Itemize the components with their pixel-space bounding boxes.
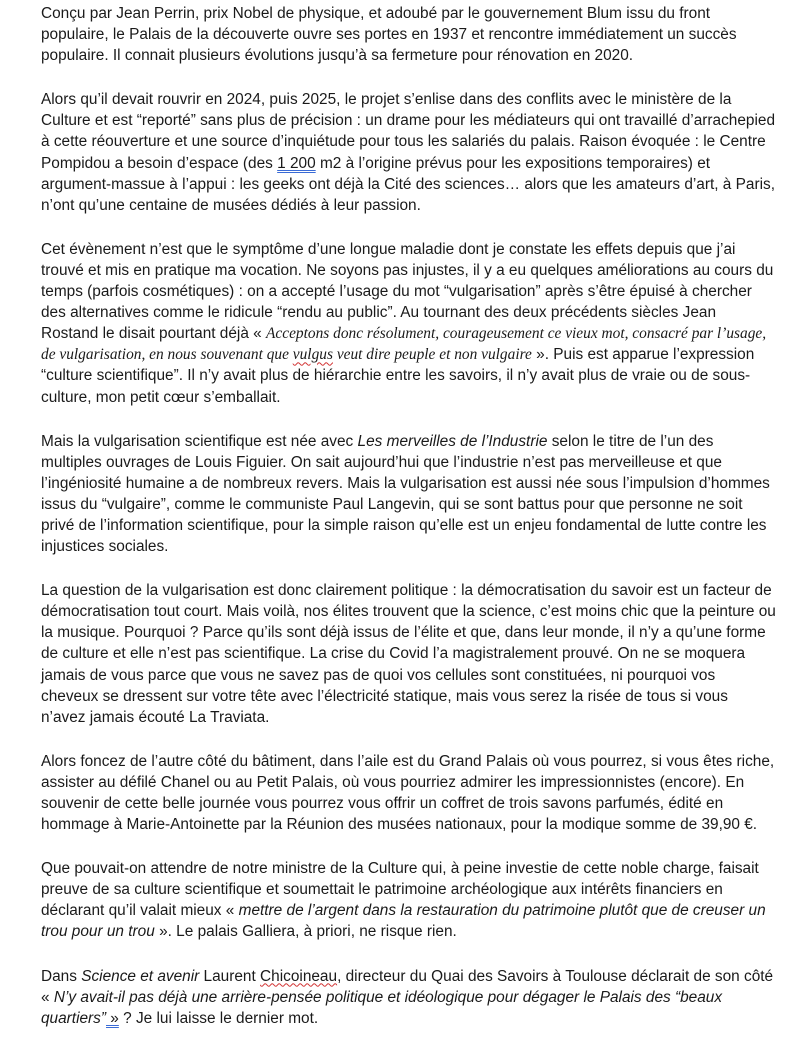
paragraph-2-text-c: m2 à l’origine prévus pour les expositions temporaires) et argument-massue à l’appui : les geeks ont déjà la Cité des sciences… alors que les amateurs d’art, à Paris, n’ont qu’une centaine de musées dédiés à leur passion. <box>41 154 775 214</box>
grammar-flag-closing-quote[interactable]: » <box>106 1009 119 1027</box>
paragraph-8-text-c: Laurent <box>199 967 261 985</box>
magazine-title: Science et avenir <box>81 967 200 985</box>
paragraph-8-text-a: Dans <box>41 967 82 985</box>
document-body <box>41 3 776 1052</box>
paragraph-4-text-a: Mais la vulgarisation scientifique est née avec <box>41 432 358 450</box>
paragraph-3-text-e: ». Puis est apparue l’expression “culture scientifique”. Il n’y avait plus de hiérarchie entre les savoirs, il n’y avait plus de vraie ou de sous-culture, mon petit cœur s’emballait. <box>41 346 755 406</box>
paragraph-1-text: Conçu par Jean Perrin, prix Nobel de physique, et adoubé par le gouvernement Blum issu du front populaire, le Palais de la découverte ouvre ses portes en 1937 et rencontre immédiatement un succès populaire. Il connait plusieurs évolutions jusqu’à sa fermeture pour rénovation en 2020. <box>41 5 737 65</box>
paragraph-5 <box>41 580 776 728</box>
spelling-flag-chicoineau[interactable]: Chicoineau <box>260 967 338 985</box>
book-title: Les merveilles de l’Industrie <box>357 432 548 450</box>
paragraph-8-text-h: ? Je lui laisse le dernier mot. <box>118 1009 319 1027</box>
paragraph-2-text-a: Alors qu’il devait rouvrir en 2024, puis 2025, le projet s’enlise dans des conflits avec le ministère de la Culture et est “reporté” sans plus de précision : un drame pour les médiateurs qui ont travaillé d’arrachepied à cette réouverture et une source d’inquiétude pour tous les salariés du palais. Raison évoquée : le Centre Pompidou a besoin d’espace (des <box>41 91 776 172</box>
paragraph-7-text-a: Que pouvait-on attendre de notre ministre de la Culture qui, à peine investie de cette noble charge, faisait preuve de sa culture scientifique et soumettait le patrimoine archéologique aux intérêts financiers en déclarant qu’il valait mieux « <box>41 860 759 920</box>
paragraph-3-text-a: Cet évènement n’est que le symptôme d’une longue maladie dont je constate les effets depuis que j’ai trouvé et mis en pratique ma vocation. Ne soyons pas injustes, il y a eu quelques améliorations au cours du temps (parfois cosmétiques) : on a accepté l’usage du mot “vulgarisation” après s’être épuisé à chercher des alternatives comme le ridicule “rendu au public”. Au tournant des deux précédents siècles Jean Rostand le disait pourtant déjà « <box>41 240 774 343</box>
rostand-quote-part-2: veut dire peuple et non vulgaire <box>332 346 532 364</box>
chicoineau-quote: N’y avait-il pas déjà une arrière-pensée politique et idéologique pour dégager le Palais des “beaux quartiers” <box>41 988 723 1027</box>
paragraph-2 <box>41 89 776 216</box>
spelling-flag-vulgus[interactable]: vulgus <box>292 346 333 364</box>
paragraph-7-text-c: ». Le palais Galliera, à priori, ne risque rien. <box>154 923 457 941</box>
paragraph-7 <box>41 858 776 942</box>
paragraph-8 <box>41 966 776 1029</box>
rostand-quote-part-1: Acceptons donc résolument, courageusement ce vieux mot, consacré par l’usage, de vulgarisation, en nous souvenant que <box>41 325 767 364</box>
paragraph-5-text: La question de la vulgarisation est donc clairement politique : la démocratisation du savoir est un facteur de démocratisation tout court. Mais voilà, nos élites trouvent que la science, c’est moins chic que la peinture ou la musique. Pourquoi ? Parce qu’ils sont déjà issus de l’élite et que, dans leur monde, il n’y a qu’une forme de culture et elle n’est pas scientifique. La crise du Covid l’a magistralement prouvé. On ne se moquera jamais de vous parce que vous ne savez pas de quoi vos cellules sont constituées, ni pourquoi vos cheveux se dressent sur votre tête avec l’électricité statique, mais vous serez la risée de tous si vous n’avez jamais écouté La Traviata. <box>41 582 776 726</box>
paragraph-6 <box>41 751 776 835</box>
grammar-flag-1200[interactable]: 1 200 <box>277 154 316 172</box>
paragraph-1 <box>41 3 776 66</box>
paragraph-4-text-c: selon le titre de l’un des multiples ouvrages de Louis Figuier. On sait aujourd’hui que l’industrie n’est pas merveilleuse et que l’ingéniosité humaine a de nombreux revers. Mais la vulgarisation est aussi née sous l’impulsion d’hommes issus du “vulgaire”, comme le communiste Paul Langevin, qui se sont battus pour que personne ne soit privé de l’information scientifique, pour la simple raison qu’elle est un enjeu fondamental de lutte contre les injustices sociales. <box>41 432 770 556</box>
paragraph-6-text: Alors foncez de l’autre côté du bâtiment, dans l’aile est du Grand Palais où vous pourrez, si vous êtes riche, assister au défilé Chanel ou au Petit Palais, où vous pourriez admirer les impressionnistes (encore). En souvenir de cette belle journée vous pourrez vous offrir un coffret de trois savons parfumés, édité en hommage à Marie-Antoinette par la Réunion des musées nationaux, pour la modique somme de 39,90 €. <box>41 752 775 834</box>
paragraph-3 <box>41 239 776 408</box>
paragraph-4 <box>41 431 776 558</box>
minister-quote: mettre de l’argent dans la restauration du patrimoine plutôt que de creuser un trou pour un trou <box>41 902 766 941</box>
paragraph-8-text-e: , directeur du Quai des Savoirs à Toulouse déclarait de son côté « <box>41 967 774 1006</box>
